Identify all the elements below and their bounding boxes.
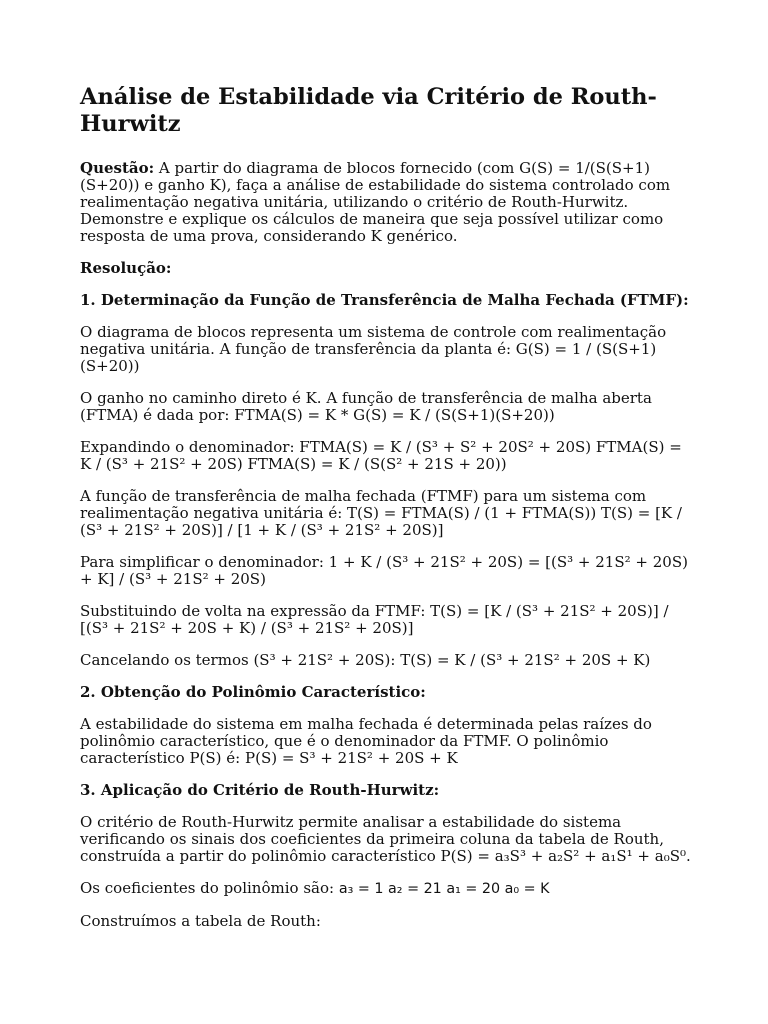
routh-table-intro: Construímos a tabela de Routh: bbox=[80, 912, 321, 930]
section1-paragraph: Expandindo o denominador: FTMA(S) = K / (S³ + S² + 20S² + 20S) FTMA(S) = K / (S³ + 21S² + 20S) FTMA(S) = K / (S(S² + 21S + 20)) bbox=[80, 438, 682, 473]
question-text: A partir do diagrama de blocos fornecido (com G(S) = 1/(S(S+1)(S+20)) e ganho K), faça a análise de estabilidade do sistema controlado com realimentação negativa unitária, utilizando o critério de Routh-Hurwitz. Demonstre e explique os cálculos de maneira que seja possível utilizar como resposta de uma prova, considerando K genérico. bbox=[80, 159, 671, 245]
question-paragraph bbox=[80, 160, 692, 245]
section3-heading: 3. Aplicação do Critério de Routh-Hurwitz: bbox=[80, 781, 440, 799]
document-page bbox=[80, 84, 692, 945]
section1-paragraph: O ganho no caminho direto é K. A função de transferência de malha aberta (FTMA) é dada por: FTMA(S) = K * G(S) = K / (S(S+1)(S+20)) bbox=[80, 389, 652, 424]
section2-paragraph: A estabilidade do sistema em malha fechada é determinada pelas raízes do polinômio característico, que é o denominador da FTMF. O polinômio característico P(S) é: P(S) = S³ + 21S² + 20S + K bbox=[80, 715, 652, 767]
section1-paragraph: Para simplificar o denominador: 1 + K / (S³ + 21S² + 20S) = [(S³ + 21S² + 20S) + K] / (S³ + 21S² + 20S) bbox=[80, 553, 688, 588]
coefficients-text: Os coeficientes do polinômio são: bbox=[80, 879, 339, 897]
document-title: Análise de Estabilidade via Critério de Routh-Hurwitz bbox=[80, 84, 657, 137]
resolution-label: Resolução: bbox=[80, 259, 172, 277]
section1-paragraph: Cancelando os termos (S³ + 21S² + 20S): T(S) = K / (S³ + 21S² + 20S + K) bbox=[80, 651, 651, 669]
section1-paragraph: A função de transferência de malha fechada (FTMF) para um sistema com realimentação negativa unitária é: T(S) = FTMA(S) / (1 + FTMA(S)) T(S) = [K / (S³ + 21S² + 20S)] / [1 + K / (S³ + 21S² + 20S)] bbox=[80, 487, 682, 539]
coefficients-values: a₃ = 1 a₂ = 21 a₁ = 20 a₀ = K bbox=[338, 881, 550, 897]
section3-intro: O critério de Routh-Hurwitz permite analisar a estabilidade do sistema verificando os sinais dos coeficientes da primeira coluna da tabela de Routh, construída a partir do polinômio característico P(S) = a₃S³ + a₂S² + a₁S¹ + a₀S⁰. bbox=[80, 813, 691, 865]
section2-heading: 2. Obtenção do Polinômio Característico: bbox=[80, 683, 426, 701]
section1-paragraph: Substituindo de volta na expressão da FTMF: T(S) = [K / (S³ + 21S² + 20S)] / [(S³ + 21S² + 20S + K) / (S³ + 21S² + 20S)] bbox=[80, 602, 669, 637]
question-label: Questão: bbox=[80, 159, 155, 177]
coefficients-paragraph bbox=[80, 880, 692, 898]
section1-heading: 1. Determinação da Função de Transferência de Malha Fechada (FTMF): bbox=[80, 291, 689, 309]
section1-paragraph: O diagrama de blocos representa um sistema de controle com realimentação negativa unitária. A função de transferência da planta é: G(S) = 1 / (S(S+1)(S+20)) bbox=[80, 323, 667, 375]
